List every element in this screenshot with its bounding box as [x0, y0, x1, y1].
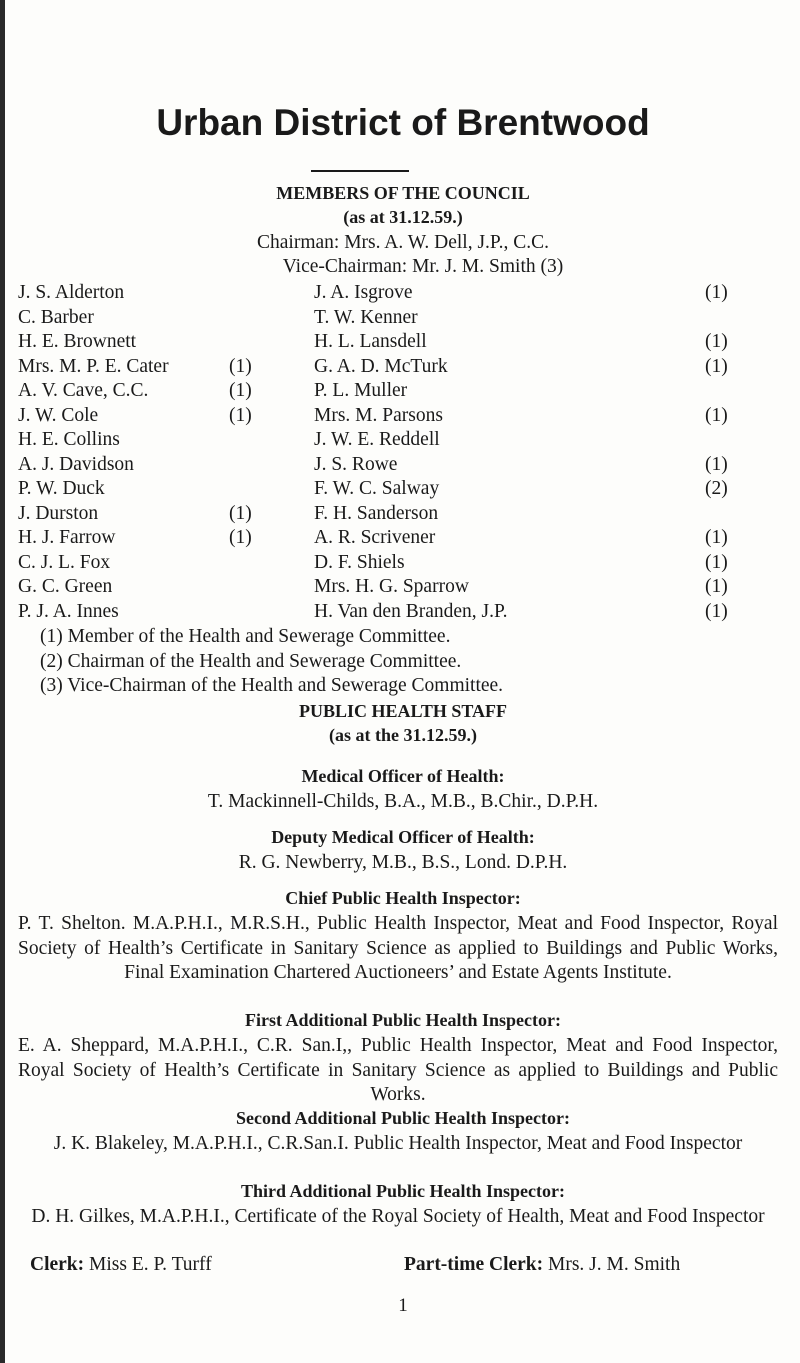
part-time-clerk-label: Part-time Clerk: [404, 1254, 544, 1275]
member-name: J. W. Cole [18, 404, 99, 426]
member-name: G. A. D. McTurk [314, 355, 448, 377]
member-footnote-ref: (1) [705, 282, 728, 303]
member-name: J. Durston [18, 502, 99, 524]
moh-name: T. Mackinnell-Childs, B.A., M.B., B.Chir., D.P.H. [207, 791, 599, 812]
member-name: P. L. Muller [314, 380, 408, 401]
member-row [18, 601, 788, 626]
member-footnote-ref: (1) [705, 404, 728, 426]
third-inspector-title: Third Additional Public Health Inspector: [240, 1181, 566, 1201]
first-inspector-text: E. A. Sheppard, M.A.P.H.I., C.R. San.I,, Public Health Inspector, Meat and Food Inspector, Royal Society of Health’s Certificate in Sanitary Science as applied to Buildings and Public Works. [18, 1035, 778, 1105]
member-name: P. J. A. Innes [18, 600, 119, 622]
member-name: J. S. Alderton [18, 282, 125, 303]
member-name: J. S. Rowe [314, 453, 398, 475]
member-name: F. H. Sanderson [314, 502, 439, 524]
member-footnote-ref: (1) [705, 527, 728, 548]
member-row [18, 478, 788, 503]
member-footnote-ref: (1) [705, 453, 728, 475]
member-name: J. A. Isgrove [314, 282, 413, 303]
member-row [18, 331, 788, 356]
dmoh-title: Deputy Medical Officer of Health: [271, 827, 535, 847]
clerk-label: Clerk: [30, 1254, 85, 1275]
member-name: G. C. Green [18, 576, 113, 597]
member-name: Mrs. M. Parsons [314, 404, 443, 426]
member-row [18, 503, 788, 528]
second-inspector-title: Second Additional Public Health Inspector: [235, 1108, 571, 1128]
member-name: D. F. Shiels [314, 551, 405, 573]
member-name: C. Barber [18, 306, 94, 328]
member-footnote-ref: (1) [229, 527, 252, 548]
footnote-2: (2) Chairman of the Health and Sewerage Committee. [40, 651, 462, 672]
member-name: A. J. Davidson [18, 453, 134, 475]
member-footnote-ref: (1) [705, 600, 728, 622]
footnote-3: (3) Vice-Chairman of the Health and Sewerage Committee. [40, 675, 504, 696]
member-row [18, 405, 788, 430]
third-inspector-text: D. H. Gilkes, M.A.P.H.I., Certificate of the Royal Society of Health, Meat and Food Inspector [31, 1206, 765, 1227]
council-members-list [18, 282, 788, 625]
member-footnote-ref: (1) [705, 355, 728, 377]
member-name: J. W. E. Reddell [314, 429, 440, 450]
part-time-clerk-line [404, 1254, 680, 1276]
footnote-1: (1) Member of the Health and Sewerage Committee. [40, 626, 451, 647]
cphi-title: Chief Public Health Inspector: [285, 888, 521, 908]
page-binding-edge [0, 0, 5, 1363]
member-footnote-ref: (1) [705, 551, 728, 573]
member-row [18, 454, 788, 479]
dmoh-name: R. G. Newberry, M.B., B.S., Lond. D.P.H. [238, 852, 568, 873]
title-divider [311, 170, 409, 172]
clerk-line [30, 1254, 212, 1276]
council-date: (as at 31.12.59.) [343, 207, 463, 227]
member-name: A. V. Cave, C.C. [18, 380, 149, 401]
second-inspector-text: J. K. Blakeley, M.A.P.H.I., C.R.San.I. Public Health Inspector, Meat and Food Inspector [53, 1133, 743, 1154]
member-footnote-ref: (1) [229, 404, 252, 426]
member-row [18, 356, 788, 381]
member-footnote-ref: (1) [229, 355, 252, 377]
council-heading: MEMBERS OF THE COUNCIL [276, 183, 530, 203]
moh-title: Medical Officer of Health: [301, 766, 505, 786]
member-name: C. J. L. Fox [18, 551, 111, 573]
member-name: H. E. Brownett [18, 331, 137, 352]
member-footnote-ref: (1) [229, 380, 252, 401]
member-row [18, 307, 788, 332]
document-title: Urban District of Brentwood [156, 102, 650, 143]
clerk-name: Miss E. P. Turff [89, 1254, 212, 1275]
vice-chairman-line: Vice-Chairman: Mr. J. M. Smith (3) [282, 256, 564, 277]
staff-heading: PUBLIC HEALTH STAFF [298, 701, 508, 721]
cphi-text: P. T. Shelton. M.A.P.H.I., M.R.S.H., Public Health Inspector, Meat and Food Inspector, Royal Society of Health’s Certificate in Sanitary Science as applied to Buildings and Public Works, Final Examination Chartered Auctioneers’ and Estate Agents Institute. [18, 913, 778, 983]
member-row [18, 552, 788, 577]
staff-date: (as at the 31.12.59.) [329, 725, 477, 745]
member-name: Mrs. M. P. E. Cater [18, 355, 169, 377]
part-time-clerk-name: Mrs. J. M. Smith [548, 1254, 681, 1275]
member-row [18, 380, 788, 405]
member-row [18, 429, 788, 454]
member-footnote-ref: (1) [705, 576, 728, 597]
member-name: H. J. Farrow [18, 527, 116, 548]
member-footnote-ref: (2) [705, 478, 728, 499]
member-name: T. W. Kenner [314, 306, 418, 328]
first-inspector-title: First Additional Public Health Inspector: [244, 1010, 561, 1030]
member-name: H. E. Collins [18, 429, 120, 450]
member-name: F. W. C. Salway [314, 478, 440, 499]
page-number: 1 [398, 1295, 408, 1316]
member-row [18, 576, 788, 601]
member-name: P. W. Duck [18, 478, 105, 499]
member-name: A. R. Scrivener [314, 527, 436, 548]
member-name: Mrs. H. G. Sparrow [314, 576, 469, 597]
chairman-line: Chairman: Mrs. A. W. Dell, J.P., C.C. [257, 232, 549, 253]
member-footnote-ref: (1) [705, 331, 728, 352]
member-name: H. Van den Branden, J.P. [314, 600, 508, 622]
member-footnote-ref: (1) [229, 502, 252, 524]
member-row [18, 282, 788, 307]
member-name: H. L. Lansdell [314, 331, 427, 352]
member-row [18, 527, 788, 552]
